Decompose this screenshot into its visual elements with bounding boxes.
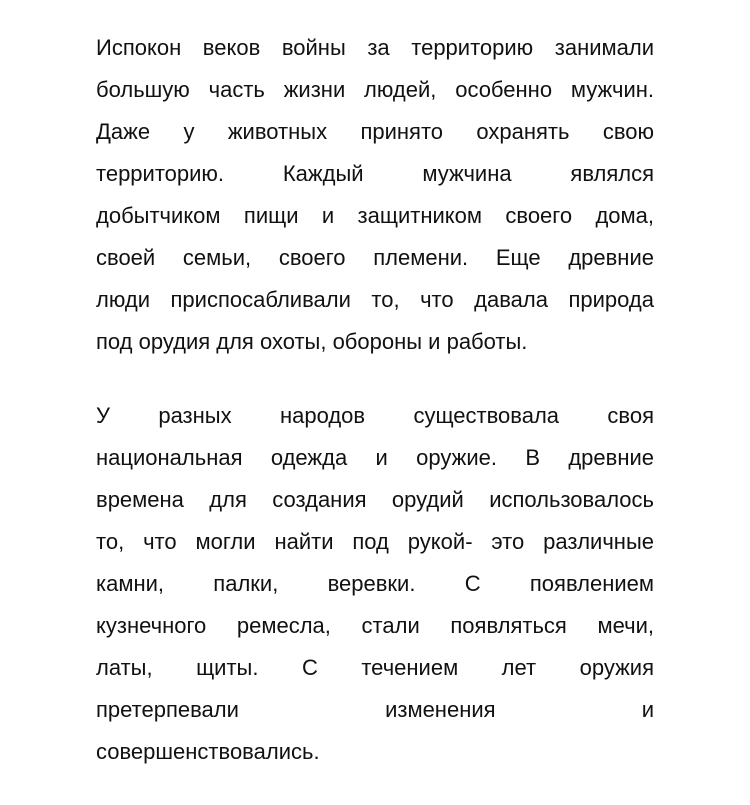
text-line: Испокон веков войны за территорию занимали bbox=[96, 35, 654, 60]
text-line: камни, палки, веревки. С появлением bbox=[96, 571, 654, 596]
document-page bbox=[96, 27, 654, 805]
text-line: своей семьи, своего племени. Еще древние bbox=[96, 245, 654, 270]
text-line: под орудия для охоты, обороны и работы. bbox=[96, 329, 528, 354]
text-line: совершенствовались. bbox=[96, 739, 320, 764]
text-line: добытчиком пищи и защитником своего дома, bbox=[96, 203, 654, 228]
text-line: претерпевали изменения и bbox=[96, 697, 654, 722]
text-line: люди приспосабливали то, что давала природа bbox=[96, 287, 654, 312]
text-line: то, что могли найти под рукой- это различные bbox=[96, 529, 654, 554]
text-line: латы, щиты. С течением лет оружия bbox=[96, 655, 654, 680]
text-line: кузнечного ремесла, стали появляться мечи, bbox=[96, 613, 654, 638]
text-line: времена для создания орудий использовалось bbox=[96, 487, 654, 512]
text-line: национальная одежда и оружие. В древние bbox=[96, 445, 654, 470]
text-line: У разных народов существовала своя bbox=[96, 403, 654, 428]
paragraph-2 bbox=[96, 395, 654, 773]
text-line: территорию. Каждый мужчина являлся bbox=[96, 161, 654, 186]
paragraph-1 bbox=[96, 27, 654, 363]
text-line: большую часть жизни людей, особенно мужчин. bbox=[96, 77, 654, 102]
text-line: Даже у животных принято охранять свою bbox=[96, 119, 654, 144]
